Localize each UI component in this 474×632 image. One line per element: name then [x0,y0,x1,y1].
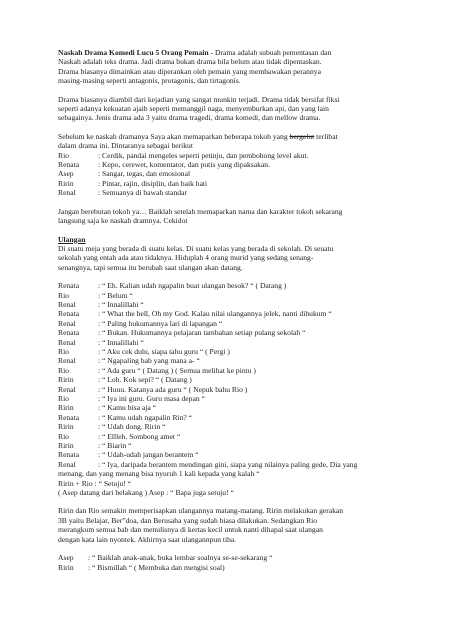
speaker: Ririn [58,403,74,413]
speech: : “ Udah-udah jangan berantem “ [98,450,199,460]
closing-line-3: dengan kata lain nyontek. Akhirnya saat ulangannpun tiba. [58,534,237,544]
cast-desc: : Cerdik, pandai mengeles seperti petinju, dan pembohong level akut. [98,150,309,160]
dialogue-line [58,328,432,337]
scene-paragraph [58,244,432,272]
speaker: Rio [58,290,69,300]
cast-desc: : Kepo, cerewet, komentator, dan putis yang dipaksakan. [98,160,270,170]
speech: : “ Loh. Kok sepi? “ ( Datang ) [98,375,192,385]
section-heading: Ulangan [58,234,86,244]
closing-line-1: 3B yaitu Belajar, Ber”doa, dan Berusaha yang sudah biasa dilakukan. Sedangkan Rio [58,515,318,525]
intro-paragraph-2 [58,95,432,123]
speech: : “ Innalillahi “ [98,337,144,347]
speech: : “ Belum “ [98,290,133,300]
dialogue-line [58,347,432,356]
intro1-line-2: Drama biasanya dimainkan atau diperankan oleh pemain yang membawakan perannya [58,66,321,76]
speech: : “ Ellleh. Sombong amet “ [98,431,181,441]
speaker: Rio [58,365,69,375]
speech: : “ Eh. Kalian udah ngapalin buat ulangan besok? “ ( Datang ) [98,281,287,291]
scene-line-2: senangnya, tapi semua itu berubah saat ulangan akan datang. [58,262,243,272]
scene-line-0: Di suatu meja yang berada di suatu kelas. Di suatu kelas yang berada di sekolah. Di seuatu [58,243,334,253]
document-title: Naskah Drama Komedi Lucu 5 Orang Pemain [58,48,209,57]
speaker: Ririn [58,422,74,432]
dialogue-continuation: menang, dan yang menang bisa nyuruh 1 kali kepada yang kalah “ [58,469,260,479]
intro2-line-0: Drama biasanya diambil dari kejadian yang sangat munkin terjadi. Drama tidak bersifat fiksi [58,94,340,104]
transition-paragraph [58,207,432,226]
speaker: Renata [58,450,80,460]
speech: : “ Ada guru “ ( Datang ) ( Semua melihat ke pintu ) [98,365,256,375]
dialogue-line [58,366,432,375]
speaker: Renata [58,412,80,422]
speaker: Renal [58,384,76,394]
cast-item [58,151,432,160]
speech: : “ Innalillahi “ [98,299,144,309]
speaker: Rio [58,394,69,403]
dialogue-line [58,356,432,365]
speech: : “ Baiklah anak-anak, buka lembar soalnya se-se-sekarang “ [88,553,273,563]
dialogue-line-long [58,460,432,469]
speaker: Rio [58,346,69,356]
dialogue-line [58,300,432,309]
dialogue-line [58,450,432,459]
intro1-line-3: masing-masing seperti antagonis, protagonis, dan tirtagonis. [58,76,241,86]
dialogue-line [58,319,432,328]
cast-list [58,151,432,198]
intro1-line-1: Naskah adalah teks drama. Jadi drama bukan drama bila belum atau tidak dipentaskan. [58,57,322,67]
dialogue-line-group: Ririn + Rio : “ Setuju! “ [58,478,132,488]
speaker: Ririn [58,375,74,385]
dialogue-line [58,432,432,441]
dialogue-line [58,422,432,431]
dialogue-line [58,385,432,394]
cast-item [58,179,432,188]
cast-intro-text: Sebelum ke naskah dramanya Saya akan memaparkan beberapa tokoh yang [58,131,290,141]
speaker: Asep [58,553,74,563]
cast-name: Rio [58,150,69,160]
dialogue-line [58,403,432,412]
transition-line-1: langsung saja ke naskah dramnya. Cekidot [58,216,188,226]
closing-line-0: Ririn dan Rio semakin memperisapkan ulangannya matang-matang. Ririn melakukan gerakan [58,506,344,516]
dialogue-line [58,375,432,384]
cast-desc: : Semuanya di bawah standar [98,188,187,198]
speech: : “ Huuu. Katanya ada guru “ ( Nepuk bahu Rio ) [98,384,248,394]
dialogue-line [58,413,432,422]
speech: : “ What the hell, Oh my God. Kalau nilai ulangannya jelek, nanti dihukum “ [98,309,332,319]
dialogue-line [58,441,432,450]
speaker: Renal [58,356,76,366]
document-page [58,48,432,572]
speech: : “ Kamu bisa aja “ [98,403,156,413]
cast-name: Asep [58,169,74,179]
cast-name: Renal [58,188,76,198]
speaker: Ririn [58,441,74,451]
dialogue-line [58,553,432,562]
speaker: Renal [58,299,76,309]
speaker: Renal [58,337,76,347]
dialogue-line [58,563,432,572]
speech: : “ Bismillah “ ( Membuka dan mengisi soal) [88,562,225,572]
cast-item [58,160,432,169]
speech: : “ Paling hukumannya lari di lapangan “ [98,318,223,328]
intro2-line-1: seperti adanya kekuatan ajaib seperti memanggil naga, menyemburkan api, dan yang lain [58,104,329,114]
scene-line-1: sekolah yang entah ada atau tidaknya. Hiduplah 4 orang murid yang sedang senang- [58,253,314,263]
dialogue-line [58,309,432,318]
cast-item [58,188,432,197]
speaker: Renal [58,459,76,469]
speaker: Rio [58,431,69,441]
cast-desc: : Pintar, rajin, disiplin, dan baik hati [98,178,208,188]
dialogue-line [58,338,432,347]
speaker: Renata [58,281,80,291]
speech: : “ Aku cek dulu, siapa tahu guru “ ( Pergi ) [98,346,230,356]
cast-name: Ririn [58,178,74,188]
speech: : “ Ngapaling bab yang mana a- “ [98,356,200,366]
struck-word: bergelut [289,131,315,141]
dialogue-line-entry: ( Asep datang dari belakang ) Asep : “ Bapa juga setuju! “ [58,488,234,498]
dialogue-line [58,291,432,300]
speech: : “ Iya, daripada berantem mendingan gini, siapa yang nilainya paling gede, Dia yang [98,459,358,469]
intro-paragraph-1 [58,48,432,86]
speech: : “ Kamu udah ngapalin Rin? “ [98,412,193,422]
speech: : “ Biarin “ [98,441,132,451]
dialogue-block [58,281,432,497]
cast-name: Renata [58,160,80,170]
speaker: Renal [58,318,76,328]
closing-paragraph [58,506,432,544]
transition-line-0: Jangan berebutan tokoh ya… Baiklah setelah memaparkan nama dan karakter tokoh sekarang [58,206,343,216]
dialogue-line [58,281,432,290]
cast-item [58,169,432,178]
speech: : “ Iya ini guru. Guru masa depan “ [98,394,205,403]
intro2-line-2: sebagainya. Jenis drama ada 3 yaitu drama tragedi, drama komedi, dan mellow drama. [58,113,321,123]
cast-intro [58,132,432,151]
closing-line-2: merangkum semua bab dan menulisnya di kertas kecil untuk nanti dihapal saat ulangan [58,525,323,535]
speaker: Renata [58,309,80,319]
dialogue-line [58,394,432,403]
speaker: Ririn [58,562,74,572]
cast-intro-text-end: terlibat [314,131,338,141]
cast-desc: : Sangar, tegas, dan emosional [98,169,191,179]
speech: : “ Udah dong. Ririn “ [98,422,166,432]
intro1-line-0: - Drama adalah subuah pementasan dan [208,48,332,57]
speech: : “ Bukan. Hukumannya pelajaran tambahan setiap pulang sekolah “ [98,328,306,338]
speaker: Renata [58,328,80,338]
cast-intro-line-2: dalam drama ini. Dintaranya sebagai berikut [58,141,193,151]
final-dialogue [58,553,432,572]
